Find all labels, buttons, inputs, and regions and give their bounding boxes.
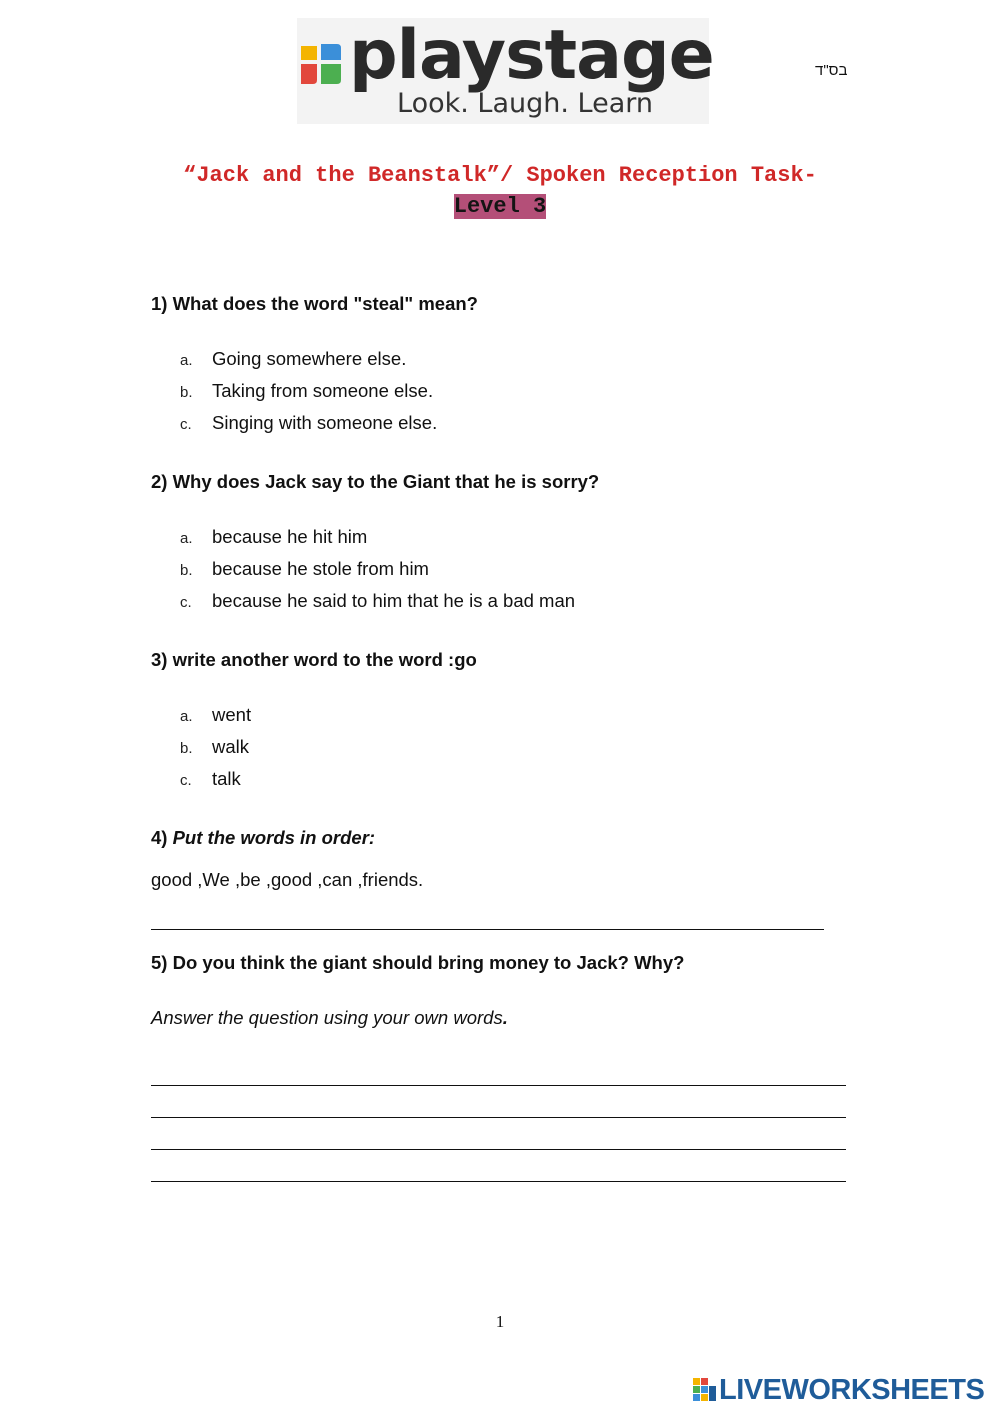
list-item[interactable]: b. Taking from someone else.: [180, 380, 434, 401]
title-level-highlight: Level 3: [453, 194, 547, 219]
playstage-logo-mark: [297, 40, 343, 86]
answer-line-q5-2[interactable]: [151, 1117, 846, 1118]
list-item[interactable]: c. Singing with someone else.: [180, 412, 438, 433]
logo-wordmark: playstage: [349, 16, 714, 95]
question-4-words: good ,We ,be ,good ,can ,friends.: [151, 869, 424, 890]
question-4-number: 4): [151, 827, 168, 848]
liveworksheets-brand: LIVEWORKSHEETS: [719, 1374, 985, 1406]
question-2-options: [180, 521, 575, 617]
question-4-prompt: [151, 826, 375, 850]
answer-line-q5-3[interactable]: [151, 1149, 846, 1150]
list-item[interactable]: c. talk: [180, 768, 241, 789]
list-item[interactable]: a. Going somewhere else.: [180, 348, 407, 369]
answer-line-q4[interactable]: [151, 929, 824, 930]
question-1-prompt: 1) What does the word "steal" mean?: [151, 293, 478, 314]
question-1-options: [180, 343, 437, 439]
list-item[interactable]: c. because he said to him that he is a bad man: [180, 590, 576, 611]
question-2-prompt: 2) Why does Jack say to the Giant that he is sorry?: [151, 471, 600, 492]
liveworksheets-icon: [693, 1378, 717, 1402]
logo-tagline: Look. Laugh. Learn: [397, 88, 653, 119]
worksheet-title: [140, 160, 860, 222]
question-3-options: [180, 699, 251, 795]
hebrew-mark: בס"ד: [815, 62, 848, 79]
playstage-logo: [297, 16, 714, 124]
list-item[interactable]: b. because he stole from him: [180, 558, 429, 579]
question-5-instruction: Answer the question using your own words.: [151, 1007, 508, 1028]
question-5-prompt: 5) Do you think the giant should bring money to Jack? Why?: [151, 952, 685, 973]
question-4-instruction: Put the words in order:: [172, 827, 376, 848]
page-number: 1: [495, 1312, 505, 1331]
list-item[interactable]: a. because he hit him: [180, 526, 368, 547]
answer-line-q5-4[interactable]: [151, 1181, 846, 1182]
title-line-1: “Jack and the Beanstalk”/ Spoken Reception Task-: [183, 163, 817, 188]
list-item[interactable]: b. walk: [180, 736, 250, 757]
answer-line-q5-1[interactable]: [151, 1085, 846, 1086]
list-item[interactable]: a. went: [180, 704, 252, 725]
question-3-prompt: 3) write another word to the word :go: [151, 649, 477, 670]
